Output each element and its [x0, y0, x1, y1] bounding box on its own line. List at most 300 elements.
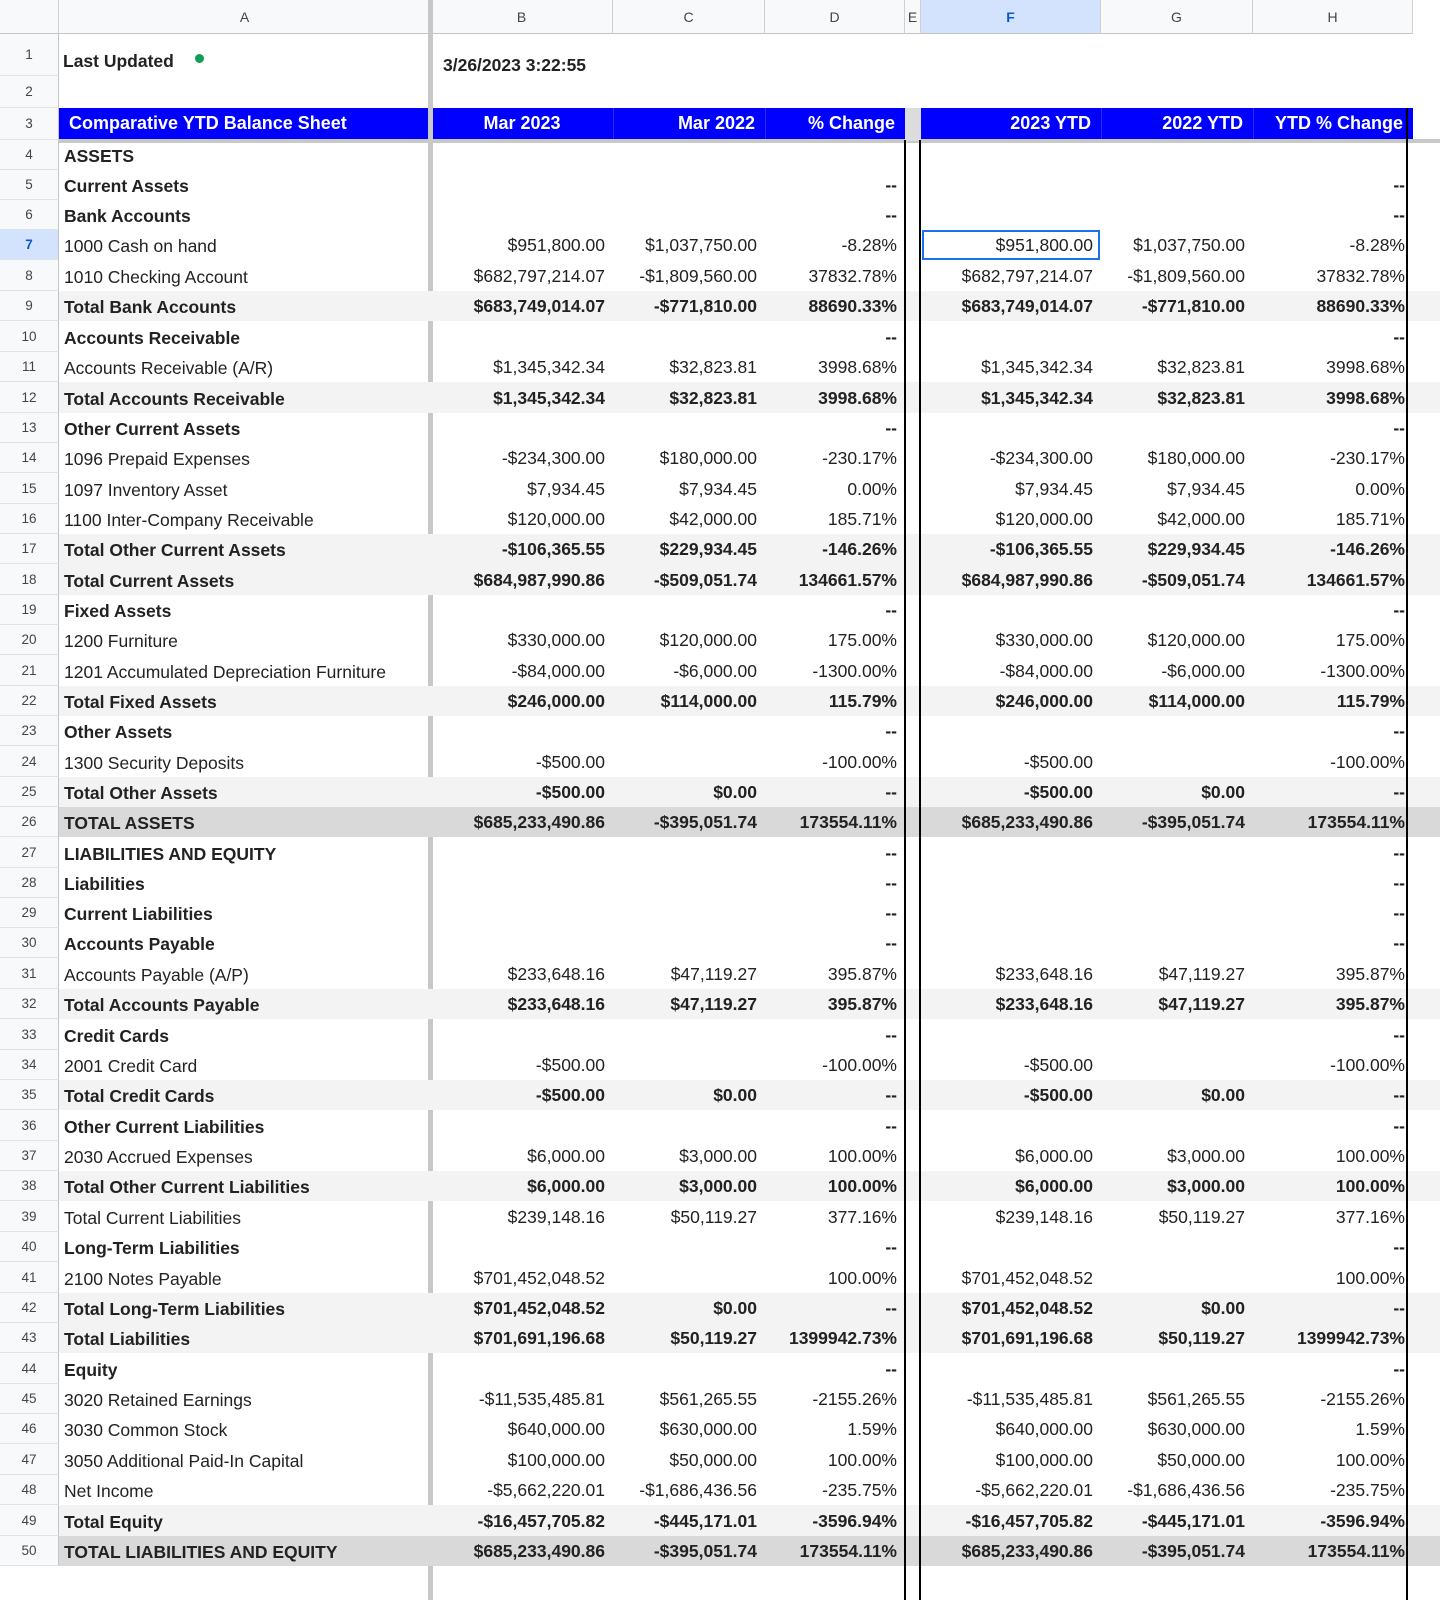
row-label[interactable]: 1300 Security Deposits	[64, 752, 244, 773]
value-cell[interactable]: --	[1393, 1236, 1405, 1257]
value-cell[interactable]: -100.00%	[1330, 751, 1405, 772]
value-cell[interactable]: 395.87%	[827, 993, 897, 1014]
value-cell[interactable]	[921, 1353, 1101, 1384]
row-label[interactable]: Net Income	[64, 1480, 154, 1501]
row-header-28[interactable]: 28	[0, 868, 59, 898]
value-cell[interactable]	[921, 595, 1101, 625]
value-cell[interactable]: 173554.11%	[799, 811, 897, 832]
value-cell[interactable]: 0.00%	[847, 478, 897, 499]
row-header-45[interactable]: 45	[0, 1384, 59, 1414]
value-cell[interactable]: --	[885, 720, 897, 741]
column-header-c[interactable]: C	[613, 0, 765, 34]
column-title-3[interactable]: % Change	[765, 108, 905, 139]
row-header-12[interactable]: 12	[0, 382, 59, 413]
value-cell[interactable]: --	[1393, 326, 1405, 347]
row-header-7[interactable]: 7	[0, 230, 59, 260]
row-label[interactable]: Accounts Receivable	[64, 327, 241, 348]
row-label[interactable]: Total Current Liabilities	[64, 1207, 242, 1228]
value-cell[interactable]	[921, 716, 1101, 746]
value-cell[interactable]: $239,148.16	[995, 1206, 1093, 1227]
value-cell[interactable]: $630,000.00	[1147, 1418, 1245, 1439]
value-cell[interactable]	[431, 200, 613, 230]
value-cell[interactable]: -100.00%	[1330, 1054, 1405, 1075]
value-cell[interactable]	[921, 898, 1101, 928]
value-cell[interactable]: $233,648.16	[507, 993, 605, 1014]
value-cell[interactable]: $120,000.00	[1147, 629, 1245, 650]
value-cell[interactable]	[431, 1353, 613, 1384]
value-cell[interactable]	[1101, 1110, 1253, 1141]
value-cell[interactable]: $1,345,342.34	[981, 356, 1093, 377]
value-cell[interactable]: $951,800.00	[507, 234, 605, 255]
value-cell[interactable]: --	[885, 174, 897, 195]
row-label[interactable]: Total Accounts Receivable	[64, 388, 285, 409]
value-cell[interactable]: $683,749,014.07	[473, 295, 605, 316]
value-cell[interactable]: 185.71%	[827, 508, 897, 529]
row-label[interactable]: Current Assets	[64, 175, 189, 196]
value-cell[interactable]: --	[885, 872, 897, 893]
row-label[interactable]: Total Credit Cards	[64, 1085, 215, 1106]
value-cell[interactable]: --	[885, 842, 897, 863]
value-cell[interactable]: -$1,686,436.56	[639, 1479, 757, 1500]
value-cell[interactable]	[921, 868, 1101, 898]
value-cell[interactable]: 395.87%	[1335, 963, 1405, 984]
value-cell[interactable]: -1300.00%	[812, 660, 897, 681]
row-label[interactable]: 2001 Credit Card	[64, 1055, 198, 1076]
value-cell[interactable]: --	[1393, 902, 1405, 923]
value-cell[interactable]: -8.28%	[841, 234, 897, 255]
value-cell[interactable]: 173554.11%	[799, 1540, 897, 1561]
column-header-d[interactable]: D	[765, 0, 905, 34]
value-cell[interactable]: -8.28%	[1349, 234, 1405, 255]
value-cell[interactable]	[921, 140, 1101, 170]
row-header-34[interactable]: 34	[0, 1050, 59, 1080]
value-cell[interactable]	[431, 170, 613, 200]
value-cell[interactable]: $50,000.00	[669, 1449, 757, 1470]
row-label[interactable]: TOTAL LIABILITIES AND EQUITY	[64, 1541, 338, 1562]
value-cell[interactable]: $47,119.27	[670, 993, 757, 1014]
value-cell[interactable]: $180,000.00	[659, 447, 757, 468]
value-cell[interactable]: $100,000.00	[995, 1449, 1093, 1470]
row-header-33[interactable]: 33	[0, 1019, 59, 1050]
row-label[interactable]: Current Liabilities	[64, 903, 213, 924]
row-label[interactable]: Total Other Current Assets	[64, 539, 286, 560]
row-header-18[interactable]: 18	[0, 564, 59, 595]
value-cell[interactable]: $120,000.00	[659, 629, 757, 650]
value-cell[interactable]: $50,119.27	[670, 1327, 757, 1348]
value-cell[interactable]: -$234,300.00	[501, 447, 605, 468]
value-cell[interactable]: --	[1393, 1297, 1405, 1318]
value-cell[interactable]: -2155.26%	[812, 1388, 897, 1409]
value-cell[interactable]	[921, 321, 1101, 352]
value-cell[interactable]: 100.00%	[1335, 1145, 1405, 1166]
value-cell[interactable]: 1.59%	[847, 1418, 897, 1439]
value-cell[interactable]	[613, 1353, 765, 1384]
row-header-10[interactable]: 10	[0, 321, 59, 352]
value-cell[interactable]: --	[885, 902, 897, 923]
value-cell[interactable]: --	[885, 1024, 897, 1045]
row-header-3[interactable]: 3	[0, 108, 59, 140]
row-header-35[interactable]: 35	[0, 1080, 59, 1110]
value-cell[interactable]: -$500.00	[1023, 781, 1093, 802]
row-label[interactable]: 1200 Furniture	[64, 630, 178, 651]
column-title-2[interactable]: Mar 2022	[613, 108, 765, 139]
value-cell[interactable]	[921, 837, 1101, 868]
row-header-17[interactable]: 17	[0, 534, 59, 564]
value-cell[interactable]: --	[885, 204, 897, 225]
row-header-24[interactable]: 24	[0, 746, 59, 777]
value-cell[interactable]: -$1,809,560.00	[639, 265, 757, 286]
value-cell[interactable]: -$500.00	[535, 1054, 605, 1075]
column-header-b[interactable]: B	[431, 0, 613, 34]
value-cell[interactable]: 395.87%	[827, 963, 897, 984]
value-cell[interactable]: $229,934.45	[1147, 538, 1245, 559]
value-cell[interactable]: -$1,809,560.00	[1127, 265, 1245, 286]
value-cell[interactable]: $3,000.00	[679, 1145, 757, 1166]
value-cell[interactable]: $6,000.00	[527, 1175, 605, 1196]
row-label[interactable]: TOTAL ASSETS	[64, 812, 195, 833]
row-header-36[interactable]: 36	[0, 1110, 59, 1141]
row-header-41[interactable]: 41	[0, 1262, 59, 1293]
row-header-47[interactable]: 47	[0, 1444, 59, 1475]
row-header-9[interactable]: 9	[0, 291, 59, 321]
row-label[interactable]: LIABILITIES AND EQUITY	[64, 843, 277, 864]
row-header-16[interactable]: 16	[0, 504, 59, 534]
value-cell[interactable]	[613, 928, 765, 958]
value-cell[interactable]	[613, 413, 765, 443]
row-label[interactable]: 2100 Notes Payable	[64, 1268, 222, 1289]
value-cell[interactable]	[1101, 200, 1253, 230]
value-cell[interactable]: $1,345,342.34	[493, 387, 605, 408]
value-cell[interactable]: 100.00%	[827, 1267, 897, 1288]
value-cell[interactable]: $1,345,342.34	[981, 387, 1093, 408]
value-cell[interactable]: $7,934.45	[527, 478, 605, 499]
value-cell[interactable]: $114,000.00	[660, 690, 757, 711]
value-cell[interactable]	[613, 321, 765, 352]
value-cell[interactable]: 175.00%	[827, 629, 897, 650]
value-cell[interactable]: $0.00	[713, 781, 757, 802]
value-cell[interactable]	[1101, 746, 1253, 777]
value-cell[interactable]: $683,749,014.07	[961, 295, 1093, 316]
row-label[interactable]: Other Current Assets	[64, 418, 241, 439]
row-header-43[interactable]: 43	[0, 1323, 59, 1353]
value-cell[interactable]: 100.00%	[827, 1449, 897, 1470]
column-header-f[interactable]: F	[921, 0, 1101, 34]
row-header-32[interactable]: 32	[0, 989, 59, 1019]
value-cell[interactable]: 115.79%	[828, 690, 897, 711]
value-cell[interactable]: $0.00	[1201, 1297, 1245, 1318]
value-cell[interactable]	[1101, 868, 1253, 898]
row-header-6[interactable]: 6	[0, 200, 59, 230]
value-cell[interactable]	[613, 1110, 765, 1141]
value-cell[interactable]: 3998.68%	[1326, 356, 1405, 377]
value-cell[interactable]	[1101, 928, 1253, 958]
row-header-46[interactable]: 46	[0, 1414, 59, 1444]
value-cell[interactable]: -$11,535,485.81	[966, 1388, 1093, 1409]
value-cell[interactable]	[431, 928, 613, 958]
value-cell[interactable]	[613, 1262, 765, 1293]
active-cell-selection[interactable]	[922, 230, 1100, 260]
value-cell[interactable]: -$106,365.55	[501, 538, 605, 559]
value-cell[interactable]: $630,000.00	[659, 1418, 757, 1439]
value-cell[interactable]: $0.00	[713, 1297, 757, 1318]
value-cell[interactable]	[613, 898, 765, 928]
value-cell[interactable]: $7,934.45	[679, 478, 757, 499]
value-cell[interactable]: -$500.00	[1023, 1054, 1093, 1075]
column-title-5[interactable]: 2022 YTD	[1101, 108, 1253, 139]
row-label[interactable]: Long-Term Liabilities	[64, 1237, 240, 1258]
value-cell[interactable]: 173554.11%	[1307, 1540, 1405, 1561]
value-cell[interactable]: --	[885, 1236, 897, 1257]
value-cell[interactable]: $684,987,990.86	[961, 569, 1093, 590]
row-label[interactable]: Total Accounts Payable	[64, 994, 260, 1015]
value-cell[interactable]: -$509,051.74	[653, 569, 757, 590]
value-cell[interactable]	[613, 746, 765, 777]
value-cell[interactable]: -146.26%	[1330, 538, 1405, 559]
value-cell[interactable]: 3998.68%	[818, 387, 897, 408]
row-label[interactable]: 3030 Common Stock	[64, 1419, 228, 1440]
value-cell[interactable]: $47,119.27	[670, 963, 757, 984]
row-header-26[interactable]: 26	[0, 807, 59, 837]
value-cell[interactable]: --	[1393, 872, 1405, 893]
row-label[interactable]: Bank Accounts	[64, 205, 191, 226]
value-cell[interactable]: $561,265.55	[1147, 1388, 1245, 1409]
value-cell[interactable]: $685,233,490.86	[473, 811, 605, 832]
value-cell[interactable]: $239,148.16	[507, 1206, 605, 1227]
value-cell[interactable]: 37832.78%	[808, 265, 897, 286]
value-cell[interactable]	[431, 716, 613, 746]
row-header-15[interactable]: 15	[0, 473, 59, 504]
value-cell[interactable]: 100.00%	[1335, 1449, 1405, 1470]
value-cell[interactable]	[613, 1019, 765, 1050]
row-label[interactable]: Fixed Assets	[64, 600, 172, 621]
value-cell[interactable]	[1101, 1019, 1253, 1050]
value-cell[interactable]: --	[1393, 204, 1405, 225]
value-cell[interactable]: --	[1393, 842, 1405, 863]
value-cell[interactable]: -$5,662,220.01	[487, 1479, 605, 1500]
value-cell[interactable]: $951,800.00	[995, 234, 1093, 255]
value-cell[interactable]: 100.00%	[827, 1175, 897, 1196]
value-cell[interactable]: $233,648.16	[507, 963, 605, 984]
value-cell[interactable]: --	[1393, 599, 1405, 620]
value-cell[interactable]: $330,000.00	[995, 629, 1093, 650]
value-cell[interactable]	[431, 1019, 613, 1050]
value-cell[interactable]: --	[885, 1084, 897, 1105]
value-cell[interactable]	[921, 1232, 1101, 1262]
value-cell[interactable]	[613, 716, 765, 746]
value-cell[interactable]: -$395,051.74	[1141, 1540, 1245, 1561]
row-header-23[interactable]: 23	[0, 716, 59, 746]
value-cell[interactable]	[1101, 595, 1253, 625]
value-cell[interactable]: $701,452,048.52	[473, 1297, 605, 1318]
value-cell[interactable]: -$84,000.00	[511, 660, 605, 681]
value-cell[interactable]	[921, 413, 1101, 443]
row-label[interactable]: 1000 Cash on hand	[64, 235, 217, 256]
value-cell[interactable]: -$11,535,485.81	[478, 1388, 605, 1409]
value-cell[interactable]	[1101, 837, 1253, 868]
value-cell[interactable]	[1101, 321, 1253, 352]
value-cell[interactable]: 3998.68%	[818, 356, 897, 377]
value-cell[interactable]: 1.59%	[1355, 1418, 1405, 1439]
column-title-4[interactable]: 2023 YTD	[921, 108, 1101, 139]
value-cell[interactable]	[1101, 140, 1253, 170]
value-cell[interactable]	[431, 1232, 613, 1262]
row-header-50[interactable]: 50	[0, 1536, 59, 1566]
row-header-11[interactable]: 11	[0, 352, 59, 382]
row-header-30[interactable]: 30	[0, 928, 59, 958]
value-cell[interactable]: $0.00	[1201, 1084, 1245, 1105]
value-cell[interactable]	[613, 1050, 765, 1080]
row-header-19[interactable]: 19	[0, 595, 59, 625]
value-cell[interactable]: $0.00	[713, 1084, 757, 1105]
value-cell[interactable]: $0.00	[1201, 781, 1245, 802]
value-cell[interactable]	[1101, 170, 1253, 200]
value-cell[interactable]	[1101, 1232, 1253, 1262]
value-cell[interactable]: -$445,171.01	[653, 1510, 757, 1531]
value-cell[interactable]: -$771,810.00	[1141, 295, 1245, 316]
value-cell[interactable]: --	[1393, 1024, 1405, 1045]
value-cell[interactable]: $701,452,048.52	[961, 1267, 1093, 1288]
row-label[interactable]: Total Bank Accounts	[64, 296, 237, 317]
report-title[interactable]: Comparative YTD Balance Sheet	[59, 108, 431, 139]
row-label[interactable]: Total Other Current Liabilities	[64, 1176, 310, 1197]
value-cell[interactable]: $120,000.00	[995, 508, 1093, 529]
row-header-48[interactable]: 48	[0, 1475, 59, 1505]
row-label[interactable]: Total Long-Term Liabilities	[64, 1298, 286, 1319]
value-cell[interactable]: $7,934.45	[1015, 478, 1093, 499]
value-cell[interactable]: -$771,810.00	[653, 295, 757, 316]
value-cell[interactable]: --	[885, 326, 897, 347]
row-header-14[interactable]: 14	[0, 443, 59, 473]
value-cell[interactable]: --	[1393, 720, 1405, 741]
value-cell[interactable]: $47,119.27	[1158, 963, 1245, 984]
row-header-49[interactable]: 49	[0, 1505, 59, 1536]
value-cell[interactable]: --	[885, 781, 897, 802]
value-cell[interactable]: $180,000.00	[1147, 447, 1245, 468]
row-header-20[interactable]: 20	[0, 625, 59, 655]
value-cell[interactable]	[1101, 1262, 1253, 1293]
row-label[interactable]: Accounts Receivable (A/R)	[64, 357, 274, 378]
row-header-39[interactable]: 39	[0, 1201, 59, 1232]
value-cell[interactable]: $50,119.27	[670, 1206, 757, 1227]
value-cell[interactable]: $32,823.81	[1157, 387, 1245, 408]
value-cell[interactable]: --	[1393, 1115, 1405, 1136]
value-cell[interactable]: $42,000.00	[669, 508, 757, 529]
value-cell[interactable]: -230.17%	[822, 447, 897, 468]
value-cell[interactable]: $685,233,490.86	[473, 1540, 605, 1561]
value-cell[interactable]: --	[1393, 1084, 1405, 1105]
value-cell[interactable]: -$500.00	[535, 1084, 605, 1105]
value-cell[interactable]: $1,345,342.34	[493, 356, 605, 377]
row-header-40[interactable]: 40	[0, 1232, 59, 1262]
value-cell[interactable]: -$234,300.00	[989, 447, 1093, 468]
value-cell[interactable]: $685,233,490.86	[961, 1540, 1093, 1561]
value-cell[interactable]: -100.00%	[822, 751, 897, 772]
row-header-44[interactable]: 44	[0, 1353, 59, 1384]
value-cell[interactable]: -235.75%	[1330, 1479, 1405, 1500]
value-cell[interactable]: 134661.57%	[798, 569, 897, 590]
value-cell[interactable]	[765, 140, 905, 170]
value-cell[interactable]	[613, 140, 765, 170]
value-cell[interactable]: $233,648.16	[995, 963, 1093, 984]
row-header-21[interactable]: 21	[0, 655, 59, 686]
value-cell[interactable]: $50,119.27	[1158, 1327, 1245, 1348]
value-cell[interactable]: $32,823.81	[1157, 356, 1245, 377]
value-cell[interactable]: $3,000.00	[679, 1175, 757, 1196]
value-cell[interactable]: $6,000.00	[527, 1145, 605, 1166]
value-cell[interactable]: 377.16%	[827, 1206, 897, 1227]
value-cell[interactable]	[1101, 716, 1253, 746]
value-cell[interactable]: -235.75%	[822, 1479, 897, 1500]
value-cell[interactable]	[431, 1110, 613, 1141]
last-updated-timestamp[interactable]: 3/26/2023 3:22:55	[443, 55, 587, 75]
value-cell[interactable]: 3998.68%	[1326, 387, 1405, 408]
value-cell[interactable]: 1399942.73%	[1296, 1327, 1405, 1348]
value-cell[interactable]: -$106,365.55	[989, 538, 1093, 559]
row-label[interactable]: ASSETS	[64, 145, 135, 166]
value-cell[interactable]: 115.79%	[1336, 690, 1405, 711]
value-cell[interactable]: $120,000.00	[507, 508, 605, 529]
value-cell[interactable]: $6,000.00	[1015, 1175, 1093, 1196]
value-cell[interactable]: 1399942.73%	[788, 1327, 897, 1348]
select-all-corner[interactable]	[0, 0, 59, 34]
value-cell[interactable]: $330,000.00	[507, 629, 605, 650]
value-cell[interactable]: $233,648.16	[995, 993, 1093, 1014]
value-cell[interactable]	[431, 837, 613, 868]
row-label[interactable]: 1096 Prepaid Expenses	[64, 448, 250, 469]
value-cell[interactable]: -3596.94%	[812, 1510, 897, 1531]
value-cell[interactable]: -$500.00	[535, 751, 605, 772]
value-cell[interactable]: $6,000.00	[1015, 1145, 1093, 1166]
value-cell[interactable]: $114,000.00	[1148, 690, 1245, 711]
value-cell[interactable]: 395.87%	[1335, 993, 1405, 1014]
value-cell[interactable]: -$395,051.74	[653, 811, 757, 832]
value-cell[interactable]: -$6,000.00	[1161, 660, 1245, 681]
value-cell[interactable]: -$500.00	[1023, 1084, 1093, 1105]
value-cell[interactable]: --	[1393, 174, 1405, 195]
value-cell[interactable]: 37832.78%	[1316, 265, 1405, 286]
value-cell[interactable]: --	[885, 1358, 897, 1379]
value-cell[interactable]: $3,000.00	[1167, 1145, 1245, 1166]
value-cell[interactable]	[1253, 140, 1413, 170]
value-cell[interactable]: --	[1393, 781, 1405, 802]
value-cell[interactable]: -$509,051.74	[1141, 569, 1245, 590]
row-label[interactable]: 3050 Additional Paid-In Capital	[64, 1450, 304, 1471]
value-cell[interactable]: $701,691,196.68	[473, 1327, 605, 1348]
row-label[interactable]: Total Equity	[64, 1511, 163, 1532]
value-cell[interactable]: 100.00%	[1335, 1175, 1405, 1196]
value-cell[interactable]: $640,000.00	[995, 1418, 1093, 1439]
value-cell[interactable]	[431, 898, 613, 928]
value-cell[interactable]: $100,000.00	[507, 1449, 605, 1470]
row-header-29[interactable]: 29	[0, 898, 59, 928]
value-cell[interactable]: $32,823.81	[669, 356, 757, 377]
row-label[interactable]: Total Fixed Assets	[64, 691, 217, 712]
value-cell[interactable]: -1300.00%	[1320, 660, 1405, 681]
row-label[interactable]: Accounts Payable (A/P)	[64, 964, 249, 985]
value-cell[interactable]: $682,797,214.07	[961, 265, 1093, 286]
row-label[interactable]: 1201 Accumulated Depreciation Furniture	[64, 661, 386, 682]
value-cell[interactable]: $32,823.81	[669, 387, 757, 408]
row-header-31[interactable]: 31	[0, 958, 59, 989]
value-cell[interactable]	[1101, 898, 1253, 928]
value-cell[interactable]: 377.16%	[1335, 1206, 1405, 1227]
row-header-1[interactable]: 1	[0, 34, 59, 76]
value-cell[interactable]: $1,037,750.00	[645, 234, 757, 255]
value-cell[interactable]: -$445,171.01	[1141, 1510, 1245, 1531]
column-title-6[interactable]: YTD % Change	[1253, 108, 1413, 139]
row-label[interactable]: Accounts Payable	[64, 933, 215, 954]
row-header-5[interactable]: 5	[0, 170, 59, 200]
